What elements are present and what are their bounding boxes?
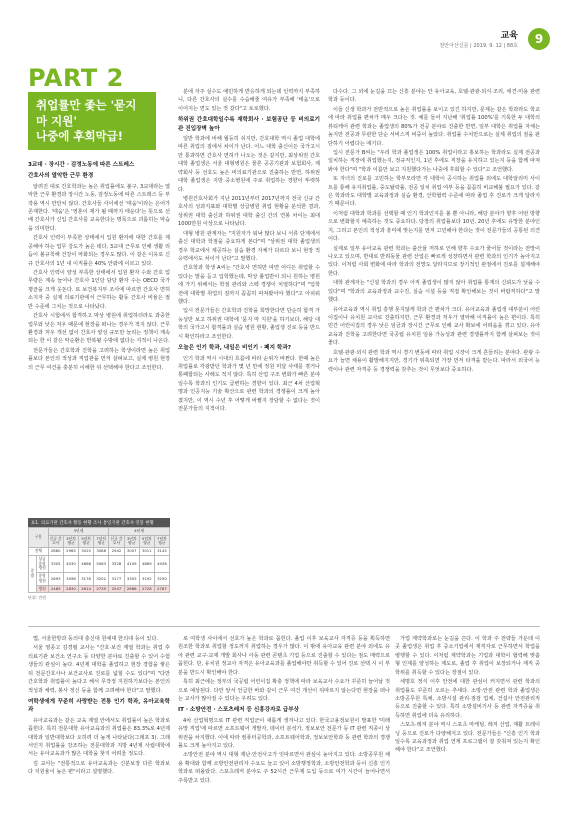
paragraph: 이처럼 대학과 학과를 선택할 때 인기 학과인지를 볼 뿐 아니라, 해당 분야가 향후 어떤 방향으로 변화할지 예측하는 것도 중요하다. 당장의 취업률보다 10년, 20년 후에도 유망한 분야인지, 그리고 본인의 적성과 흥미에 맞는지를 먼저 고민해야 한다는 것이 전문가들의 공통된 의견이다. bbox=[328, 210, 540, 243]
paragraph: 4차 산업혁명으로 IT 관련 직업군이 새롭게 생겨나고 있다. 한국고용정보원이 발표한 '미래 유망 직업'에 따르면 소프트웨어 개발자, 데이터 분석가, 정보보안 전문가 등 IT 관련 직종이 상위권을 차지했다. 이에 따라 컴퓨터공학과, 소프트웨어학과, 정보보안학과 등 관련 학과의 경쟁률도 크게 높아지고 있다. bbox=[178, 717, 390, 750]
table-row bbox=[29, 555, 170, 572]
table-cell: 4666 bbox=[79, 555, 94, 572]
table-cell: 2942 bbox=[109, 548, 124, 556]
table-cell: 3145 bbox=[154, 548, 169, 556]
paragraph: 간호사 인력이 부족한 상태에서 입원 환자에 대한 간호를 제공해야 하는 업무 강도가 높은 데다, 3교대 근무로 인해 생활 리듬이 불규칙해 건강이 악화되는 경우도 많다. 이 같은 이유로 신규 간호사의 1년 내 이직률은 40% 안팎에 이르고 있다. bbox=[28, 235, 170, 267]
table-row bbox=[29, 548, 170, 556]
paragraph: 김 교사는 "전통적으로 유아교육과는 신분보장 다른 학과보다 지원율이 높은 편"이라고 설명했다. bbox=[28, 760, 170, 776]
article-column-1 bbox=[28, 158, 170, 515]
paragraph: 소방안전 분야 역시 대형 재난·안전사고가 잇따르면서 관심이 높아지고 있다. 소방공무원 채용 확대와 함께 소방안전관리자 수요도 늘고 있어 소방행정학과, 소방안전학과 등이 신흥 인기 학과로 떠올랐다. 스포츠레저 분야도 주 52시간 근무제 도입 등으로 여가 시간이 늘어나면서 주목받고 있다. bbox=[178, 752, 390, 784]
table-row bbox=[29, 573, 170, 585]
table-cell: 4030 bbox=[63, 555, 78, 572]
paragraph: 일반 학과에 비해 월등히 쉬지만, 간호대학 역시 졸업 대학에 따른 취업의 질에서 차이가 난다. 어느 대학 출신이든 국가고시만 통과하면 간호사 면허가 나오는 것은 같지만, 최상위권 간호대학 졸업생은 서울 대형병원은 물론 공공기관과 보험회사, 제약회사 등 선호도 높은 비의료기관으로 진출하는 반면, 하위권 대학 졸업생은 지방 중소병원에 주로 취업하는 경향이 뚜렷하다. bbox=[178, 136, 320, 193]
title-line: 나중에 후회막급! bbox=[36, 129, 124, 144]
table-cell: 3176 bbox=[79, 573, 94, 585]
paragraph: 간호학과 학생 A씨는 "간호사 면허만 따면 어디든 취업할 수 있다는 말을 듣고 입학했는데, 막상 졸업반이 되니 원하는 병원에 가기 위해서는 학점 관리와 스펙 경쟁이 치열하다"며 "입학 전에 대학별 취업의 질까지 꼼꼼히 따져봤어야 했다"고 아쉬워했다. bbox=[178, 265, 320, 306]
salary-table bbox=[28, 518, 170, 601]
paragraph: 간호사 인력이 양성 부족한 상태에서 입원 환자 수와 간호 업무량은 계속 늘어나 간호사 1인당 담당 환자 수는 OECD 국가 평균을 크게 웃돈다. 또 보건복지부 조사에 따르면 간호사 면허 소지자 중 실제 의료기관에서 근무하는 활동 간호사 비율은 절반 수준에 그치는 것으로 나타났다. bbox=[28, 270, 170, 310]
paragraph: 전문가들은 간호학과 진학을 고려하는 학생이라면 높은 취업률보다 본인의 적성과 직업관을 먼저 살펴보고, 실제 병원 현장의 근무 여건을 충분히 이해한 뒤 선택해야 한다고 조언한다. bbox=[28, 347, 170, 371]
paragraph: 병원간호사회가 지난 2011년부터 2017년까지 전국 신규 간호사의 성과지표와 대학별 상급병원 취업 현황을 분석한 결과, 상위권 대학 출신과 하위권 대학 출신 간의 연봉 차이는 최대 1000만원 이상으로 나타났다. bbox=[178, 196, 320, 228]
subheading: 간호사의 열악한 근무 환경 bbox=[28, 173, 94, 180]
table-cell: 3202 bbox=[94, 573, 109, 585]
paragraph: 호텔·관광·외식 관련 학과 역시 경기 변동에 따라 취업 시장이 크게 흔들리는 분야다. 관광 수요가 늘면 채용이 활발해지지만, 경기가 위축되면 가장 먼저 타격을 받는다. 따라서 외국어 능력이나 관련 자격증 등 경쟁력을 갖추는 것이 무엇보다 중요하다. bbox=[328, 349, 540, 373]
table-cell: 2965 bbox=[63, 548, 78, 556]
subheading: 오늘은 인기 학과, 내일은 비인기 · 폐지 학과? bbox=[178, 345, 291, 352]
subheading: IT · 소방안전 · 스포츠레저 등 신흥강자로 급부상 bbox=[178, 707, 300, 714]
paragraph: 입시 전문가들은 간호학과 진학을 희망한다면 단순히 합격 가능성만 보고 하위권 대학에 '묻지 마 지원'을 하기보다, 해당 대학의 국가고시 합격률과 실습 병원 현황, 졸업생 진로 등을 반드시 확인하라고 조언한다. bbox=[178, 308, 320, 340]
article-column-4 bbox=[28, 635, 170, 830]
table-cell: 3011 bbox=[139, 548, 154, 556]
paragraph: 서울 영종고 김경렬 교사는 "간호·보건 계열 학과는 취업 후 의료기관 보건소 연구소 등 다양한 분야로 진출할 수 있어 수험생들의 관심이 높다. 4년제 대학을 졸업하고 현장 경험을 쌓은 뒤 전문간호사나 보건교사로 진로를 넓힐 수도 있다"며 "다만 간호학과 취업률이 높다고 해서 무작정 지원하기보다는 본인의 적성과 체력, 봉사 정신 등을 함께 고려해야 한다"고 말했다. bbox=[28, 645, 170, 694]
table-body bbox=[29, 548, 170, 593]
table-header-cell: 3년차 평균 bbox=[63, 535, 78, 547]
table-cell: 4109 bbox=[124, 555, 139, 572]
table-row-label: 종합병원 bbox=[36, 573, 48, 585]
paragraph: 유아교육과는 같은 교육 계열 안에서도 취업률이 높은 학과로 꼽힌다. 특히 전문대학 유아교육과의 취업률은 83.3%로 4년제 대학과 일반대학보다 오히려 더 높게 나타났다(그래프 3). 그래서인지 취업률을 강조하는 전문대학과 지방 4년제 사립대학에서는 유아교육과가 많은 대학을 찾지 어려울 정도다. bbox=[28, 717, 170, 758]
subheading: 하위권 간호대학일수록 재학회사 · 보험공단 등 비의료기관 진입장벽 높아 bbox=[178, 117, 320, 132]
table-cell: 2668 bbox=[124, 585, 139, 593]
subheading: 여학생에게 꾸준히 사랑받는 전통 인기 학과, 유아교육학과 bbox=[28, 698, 170, 714]
paragraph: 특히 최근에는 정부의 국공립 어린이집 확충 정책에 따라 보육교사 수요가 꾸준히 늘어날 것으로 예상된다. 다만 앞서 언급한 바와 같이 근무 여건 개선이 뒤따르지 않는다면 현장을 떠나는 교사가 많아질 수 있다는 우려도 있다. bbox=[178, 679, 390, 702]
table-cell: 3177 bbox=[109, 573, 124, 585]
article-column-5 bbox=[178, 635, 390, 830]
paragraph: 분에 자주 실수도 예민하게 반응하게 되는데 인력까지 부족하니, 다른 간호사의 실수를 수습해줄 여유가 부족해 '태움'으로 이어지는 면도 있는 것 같다"고 토로했다. bbox=[178, 89, 320, 112]
paragraph: 다수다. 그 외에 눈길을 끄는 신흥 분야는 안 유아교육, 호텔·관광·외식·조리, 애견·미용 관련 학과 등이다. bbox=[328, 89, 540, 104]
paragraph: 실제로 일부 유아교육 관련 학과는 출산율 저하로 인해 향후 수요가 줄어들 것이라는 전망이 나오고 있으며, 반대로 반려동물 관련 산업은 빠르게 성장하면서 관련 학과의 인기가 높아지고 있다. 이처럼 사회 변화에 따라 학과의 전망도 달라지므로 장기적인 관점에서 진로를 설계해야 한다. bbox=[328, 245, 540, 277]
article-title-box bbox=[28, 92, 156, 150]
paragraph: 간호사 시험에서 합격하고 막상 병원에 취업하더라도 과중한 업무와 낮은 처우 때문에 현장을 떠나는 경우가 적지 않다. 근무 환경과 처우 개선 없이 간호사 양성 규모만 늘리는 정책이 계속되는 한 이 같은 악순환은 반복될 수밖에 없다는 지적이 나온다. bbox=[28, 313, 170, 345]
table-header-cell: 4년제 bbox=[109, 528, 170, 536]
table-cell: 3250 bbox=[154, 573, 169, 585]
article-column-3 bbox=[328, 88, 540, 643]
table-cell: 2830 bbox=[63, 585, 78, 593]
paragraph: 가업 계약학과로는 눈길을 끈다. 이 학과 주 전략들 가운데 이곳 졸업생은 취업 후 중소기업에서 재직자로 근무하면서 학업을 병행할 수 있다. 이처럼 계약학과는 기업과 대학이 협력해 맞춤형 인재를 양성하는 제도로, 졸업 후 취업이 보장되거나 재직 중 학위를 취득할 수 있다는 장점이 있다. bbox=[395, 636, 540, 676]
table-cell: 2547 bbox=[109, 585, 124, 593]
part-label: PART 2 bbox=[28, 64, 124, 92]
page-header bbox=[439, 28, 518, 49]
table-row-group: 종별 bbox=[29, 555, 37, 592]
article-column-2 bbox=[178, 88, 320, 643]
paragraph: 유아교육과 역시 취업 흥행 못지않게 학과 간 편차가 크다. 유아교육과 졸업생 대부분이 어린이집이나 유치원 교사로 진출하지만, 근무 환경과 처우가 열악해 이직률이 높은 편이다. 특히 민간 어린이집의 경우 낮은 임금과 장시간 근무로 인해 교사 확보에 어려움을 겪고 있다. 유아교육과 진학을 고려한다면 국공립 유치원 임용 가능성과 관련 경쟁률까지 함께 살펴보는 것이 좋다. bbox=[328, 306, 540, 347]
paragraph: 인기 학과 역시 시대의 흐름에 따라 순위가 바뀐다. 한때 높은 취업률로 각광받던 학과가 몇 년 만에 정원 미달 사태를 겪거나 통폐합되는 사례도 적지 않다. 특히 산업 구조 변화가 빠른 분야일수록 학과의 인기도 급변하는 경향이 있다. 최근 4차 산업혁명과 인공지능 기술 확산으로 관련 학과의 경쟁률이 크게 높아졌지만, 이 역시 수년 후 어떻게 바뀔지 장담할 수 없다는 것이 전문가들의 지적이다. bbox=[178, 355, 320, 413]
table-header-cell: 구분 bbox=[29, 528, 49, 548]
table-row bbox=[29, 585, 170, 593]
subheading: 3교대 · 장시간 · 감정노동에 따른 스트레스 bbox=[28, 162, 135, 168]
table-header-cell: 3년제 bbox=[48, 528, 109, 536]
table-header-cell: 5년차 평균 bbox=[79, 535, 94, 547]
table-header-cell: 7년차 평균 bbox=[94, 535, 109, 547]
table-header-cell: 3년차 평균 bbox=[124, 535, 139, 547]
section-name: 교육 bbox=[500, 31, 518, 41]
table-cell: 2485 bbox=[48, 585, 63, 593]
paragraph: 입시 전문가 B씨는 "우리 학과 졸업생은 100% 취업이라고 홍보하는 학과라도 실제 전공과 일치하는 직장에 취업했는지, 정규직인지, 1년 후에도 직장을 유지하고 있는지 등을 함께 따져봐야 한다"며 "학과 이름만 보고 지원했다가는 나중에 후회할 수 있다"고 조언했다. bbox=[328, 149, 540, 173]
table-cell: 3088 bbox=[94, 548, 109, 556]
table-cell: 3025 bbox=[79, 548, 94, 556]
table-header-cell: 신규 간호사 bbox=[109, 535, 124, 547]
table-header-cell: 신규 간호사 bbox=[48, 535, 63, 547]
table-row-label: 상급종합병원 bbox=[36, 555, 48, 572]
table-cell: 2735 bbox=[94, 585, 109, 593]
data-table bbox=[28, 527, 170, 593]
table-cell: 3328 bbox=[109, 555, 124, 572]
paragraph: 스포츠·레저 분야 역시 스포츠 마케팅, 레저 산업, 재활 트레이닝 등으로 진로가 다양해지고 있다. 전문가들은 "신흥 인기 학과일수록 교육과정과 취업 연계 프로그램이 잘 갖춰져 있는지 확인해야 한다"고 조언했다. bbox=[395, 722, 540, 754]
table-cell: 3305 bbox=[48, 555, 63, 572]
section-divider bbox=[28, 626, 540, 627]
table-cell: 4938 bbox=[154, 555, 169, 572]
table-cell: 2614 bbox=[79, 585, 94, 593]
table-row-label: 전체 bbox=[29, 548, 49, 556]
table-cell: 2787 bbox=[154, 585, 169, 593]
title-line: 취업률만 좇는 '묻지 마 지원' bbox=[36, 98, 137, 128]
table-cell: 2880 bbox=[48, 548, 63, 556]
table-cell: 3007 bbox=[124, 548, 139, 556]
publication-info: 천안아산신문 | 2019. 9. 12 | 88호 bbox=[439, 43, 518, 49]
table-header-cell: 5년차 평균 bbox=[139, 535, 154, 547]
page-number-badge: 9 bbox=[528, 28, 550, 50]
table-cell: 2693 bbox=[48, 573, 63, 585]
paragraph: 세명호 정식 이후 안전에 대한 관심이 커지면서 관련 학과의 취업률도 꾸준히 오르는 추세다. 소방·안전 관련 학과 졸업생은 소방공무원 특채, 소방시설 관리·점검 업체, 건설사 안전관리직 등으로 진출할 수 있다. 특히 소방설비기사 등 관련 자격증을 취득하면 취업에 더욱 유리하다. bbox=[395, 679, 540, 719]
table-cell: 3303 bbox=[124, 573, 139, 585]
table-caption: 표1. 의료기관 간호사 활동 현황 조사 통일기관 간호사 연봉 현황 bbox=[28, 518, 170, 527]
table-row-label: 병원 bbox=[36, 585, 48, 593]
table-cell: 3096 bbox=[63, 573, 78, 585]
table-cell: 2728 bbox=[139, 585, 154, 593]
paragraph: 이들 신생 학과가 전반적으로 높은 취업률을 보이고 있긴 하지만, 문제는 같은 학과라도 학교에 따라 취업률 편차가 매우 크다는 것. 예를 들어 지난해 '취업률 100%'를 기록한 두 대학의 뷰티케어 관련 학과는 졸업생의 80%가 전공 분야로 진출한 반면, 일부 대학은 취업률 자체는 높지만 전공과 무관한 단순 서비스직 비중이 높았다. 취업률 수치만으로는 실제 취업의 질을 판단하기 어렵다는 얘기다. bbox=[328, 106, 540, 147]
table-cell: 4869 bbox=[139, 555, 154, 572]
paragraph: 또 자녀의 진로를 고민하는 학부모라면 각 대학이 공시하는 취업률 외에도 대학알리미 사이트를 통해 유지취업률, 중도탈락률, 전공 일치 취업 여부 등을 꼼꼼히 비교해볼 필요가 있다. 같은 학과라도 대학별 교육과정과 실습 환경, 산학협력 수준에 따라 졸업 후 진로가 크게 달라지기 때문이다. bbox=[328, 176, 540, 208]
paragraph: 대형 병원 관계자는 "지원자가 워낙 많다 보니 서류 단계에서 출신 대학과 학점을 중요하게 본다"며 "상위권 대학 졸업생의 경우 학교에서 제공하는 실습 환경 자체가 다르다 보니 현장 적응력에서도 차이가 난다"고 말했다. bbox=[178, 230, 320, 262]
paragraph: 알려진 대로 간호학과는 높은 취업률에도 불구, 3교대라는 열악한 근무 환경과 장시간 노동, 감정노동에 따른 스트레스 등 부작용 역시 만만치 않다. 간호사들 사이에선 '태움'이라는 은어가 존재한다. '태움'은 '영혼이 재가 될 때까지 태운다'는 뜻으로 선배 간호사가 신입 간호사를 교육한다는 명목으로 괴롭히는 악습을 의미한다. bbox=[28, 183, 170, 232]
table-header-cell: 7년차 평균 bbox=[154, 535, 169, 547]
table-cell: 5063 bbox=[94, 555, 109, 572]
paragraph: 대학 관계자는 "신설 학과의 경우 아직 졸업생이 많지 않아 취업률 통계의 신뢰도가 낮을 수 있다"며 "학과의 교육과정과 교수진, 실습 시설 등을 직접 확인해보는 것이 바람직하다"고 말했다. bbox=[328, 280, 540, 304]
article-column-6 bbox=[395, 635, 540, 830]
paragraph: 법, 서울한방과 동의대 충신대 원예대 한의대 등이 있다. bbox=[33, 636, 159, 642]
table-cell: 3192 bbox=[139, 573, 154, 585]
paragraph: 로 여학생 사이에서 선호가 높은 학과로 꼽힌다. 졸업 이후 보육교사 자격증 등을 획득하면 원조한 학과로 취업할 정도까지 취업하는 경우가 많다. 이 밖에 유아교육 관련 분야 외에도 유아 관련 교구·교재 개발 회사나 아동 관련 콘텐츠 기업 등으로 진출할 수 있다는 점도 매력으로 꼽힌다. 단, 유치원 정교사 자격은 유아교육과를 졸업해야만 취득할 수 있어 진로 선택 시 이 부분을 반드시 확인해야 한다. bbox=[178, 636, 390, 676]
table-note: 단위: 만원 bbox=[28, 595, 47, 601]
